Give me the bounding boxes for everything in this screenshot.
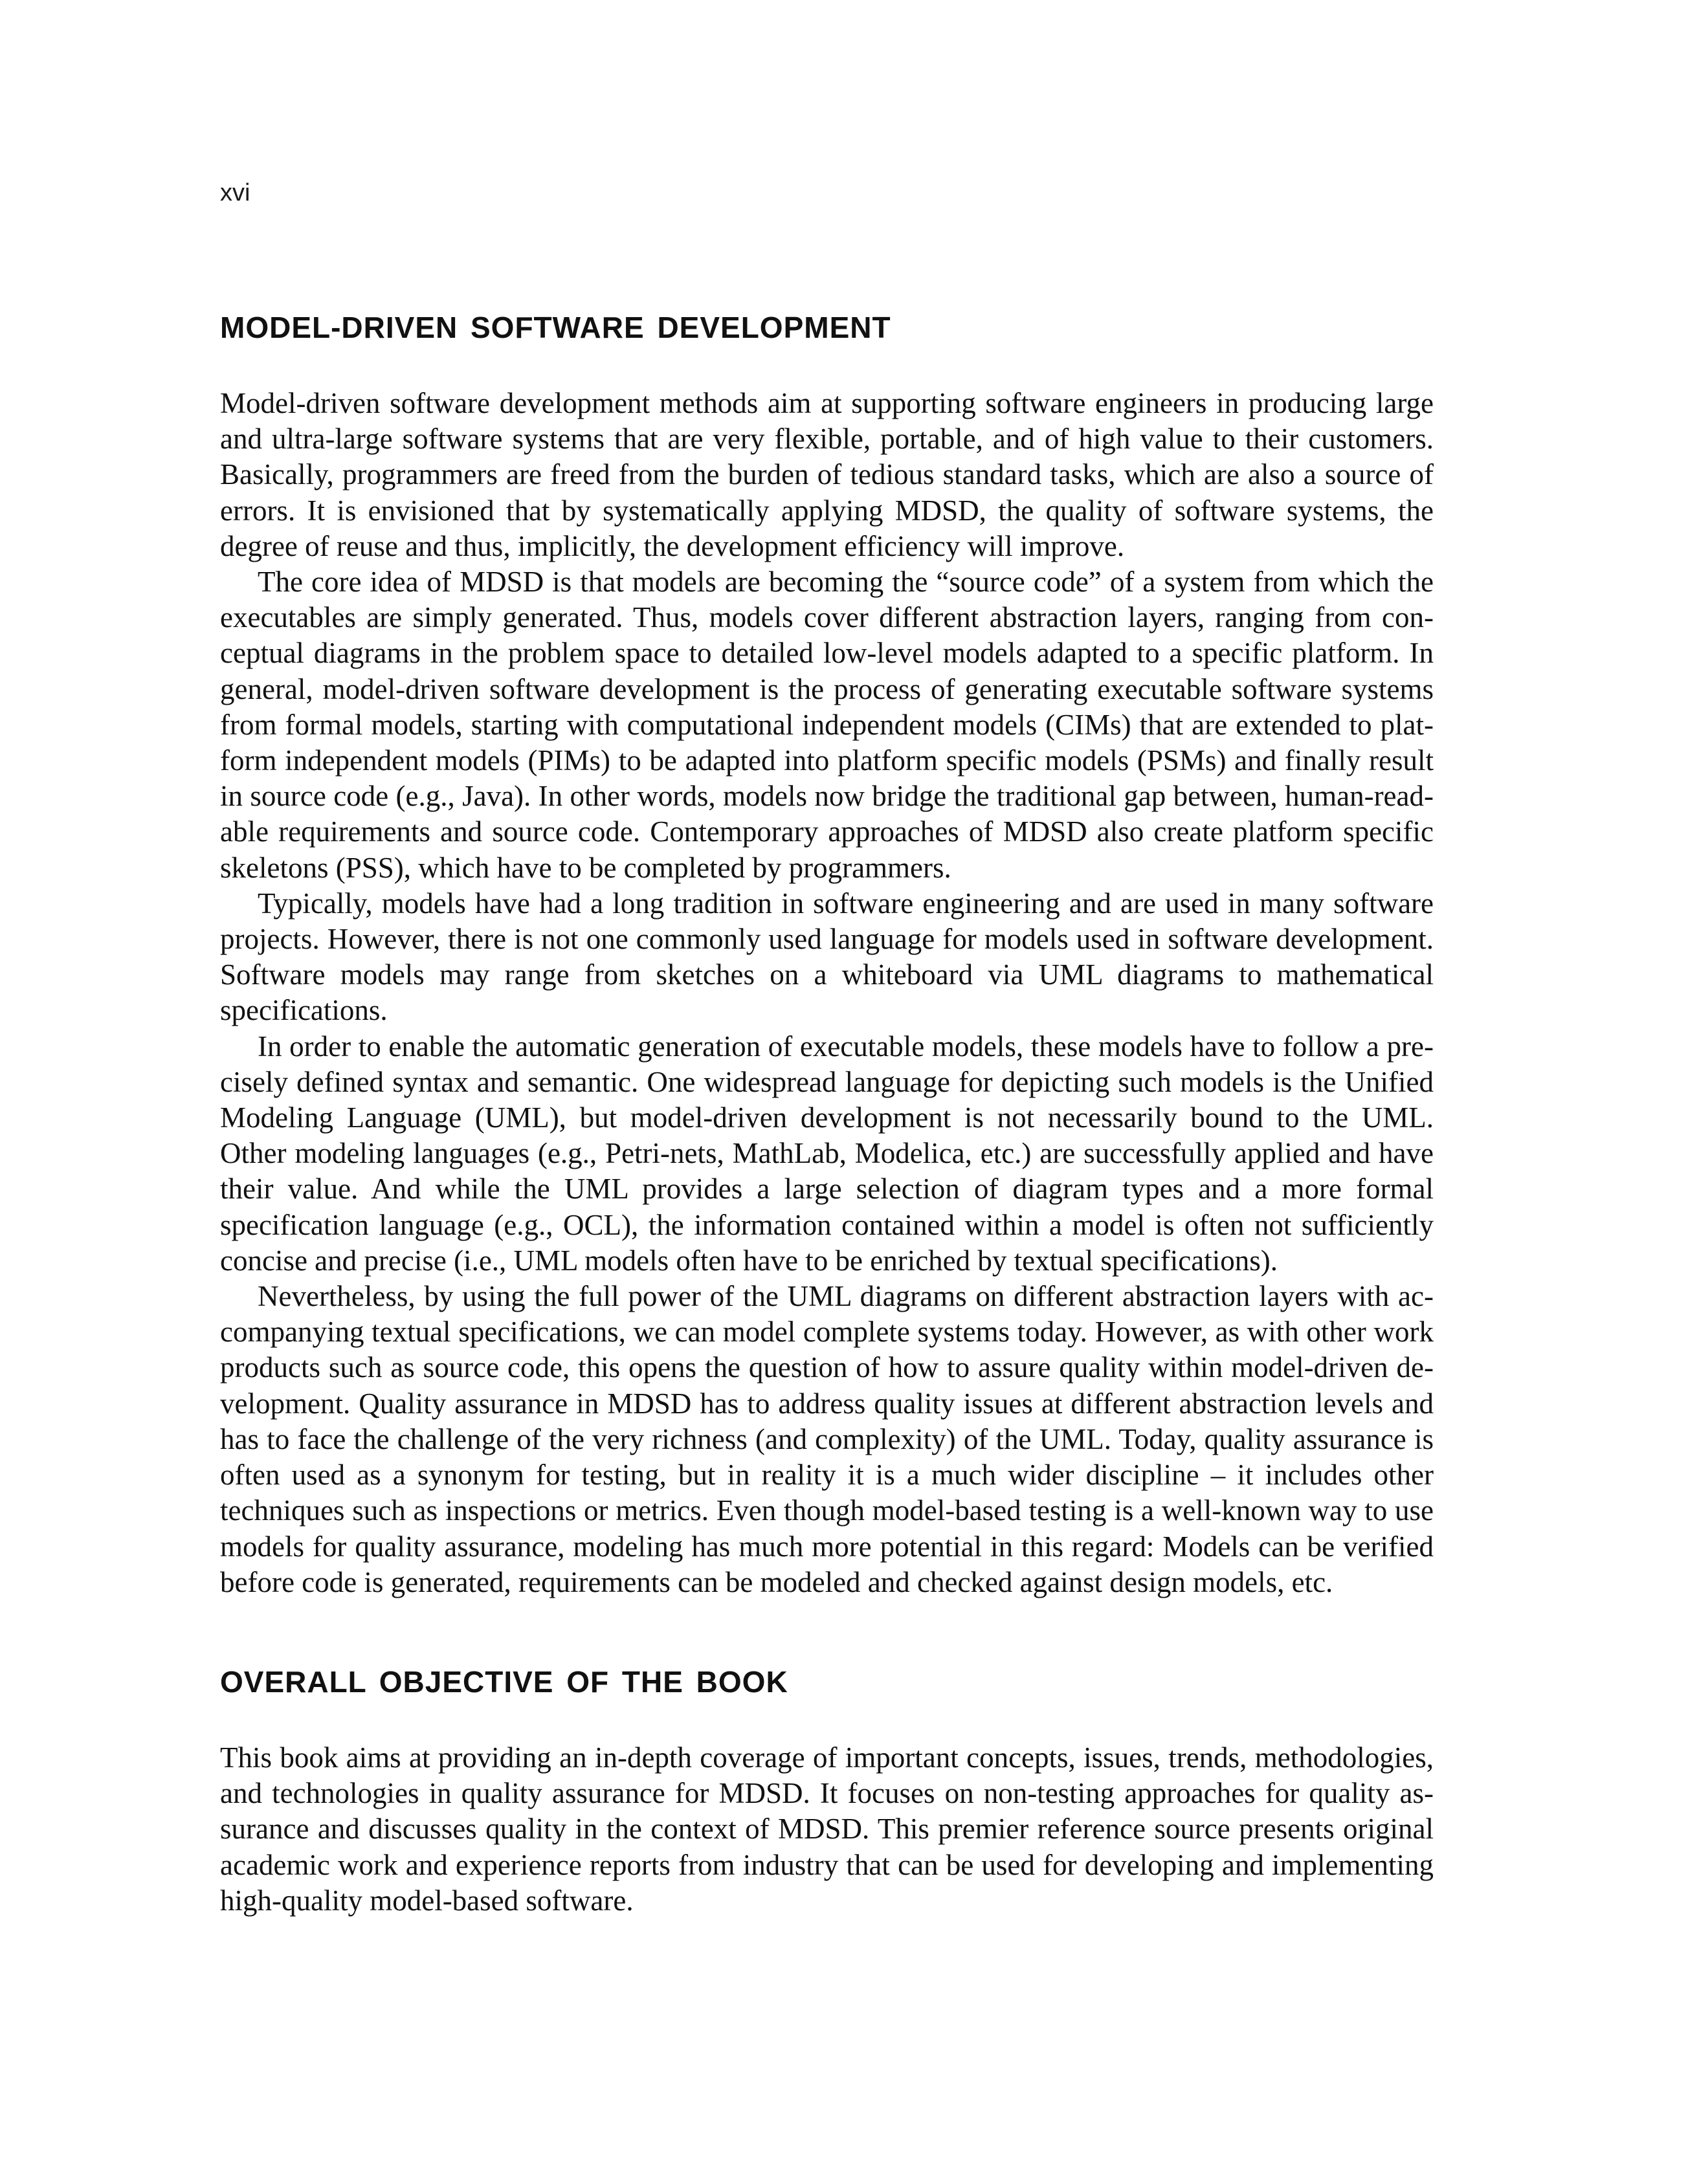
section-heading: MODEL-DRIVEN SOFTWARE DEVELOPMENT [220, 311, 891, 344]
paragraph: Model-driven software development methods aim at supporting software engineers in producing large and ultra-large software systems that are very flexible, portable, and of high value to their customers. Basically, programmers are freed from the burden of tedious standard tasks, which are also a source of errors. It is envisioned that by systematically applying MDSD, the quality of software systems, the degree of reuse and thus, implicitly, the development efficiency will improve. [220, 387, 1434, 562]
paragraph: This book aims at providing an in-depth coverage of important concepts, issues, trends, methodologies, and technologies in quality assurance for MDSD. It focuses on non-testing approaches for quality assurance and discusses quality in the context of MDSD. This premier reference source presents original academic work and experience reports from industry that can be used for developing and implementing high-quality model-based software. [220, 1741, 1434, 1917]
page-number: xvi [220, 179, 250, 206]
paragraph: The core idea of MDSD is that models are becoming the “source code” of a system from which the executables are simply generated. Thus, models cover different abstraction layers, ranging from conceptual diagrams in the problem space to detailed low-level models adapted to a specific platform. In general, model-driven software development is the process of generating executable software systems from formal models, starting with computational independent models (CIMs) that are extended to platform independent models (PIMs) to be adapted into platform specific models (PSMs) and finally result in source code (e.g., Java). In other words, models now bridge the traditional gap between, human-readable requirements and source code. Contemporary approaches of MDSD also create platform specific skeletons (PSS), which have to be completed by programmers. [220, 566, 1434, 884]
paragraph: Typically, models have had a long tradition in software engineering and are used in many software projects. However, there is not one commonly used language for models used in software development. Software models may range from sketches on a whiteboard via UML diagrams to mathematical specifications. [220, 887, 1434, 1027]
paragraph: In order to enable the automatic generation of executable models, these models have to follow a precisely defined syntax and semantic. One widespread language for depicting such models is the Unified Modeling Language (UML), but model-driven development is not necessarily bound to the UML. Other modeling languages (e.g., Petri-nets, MathLab, Modelica, etc.) are successfully applied and have their value. And while the UML provides a large selection of diagram types and a more formal specification language (e.g., OCL), the information contained within a model is often not sufficiently concise and precise (i.e., UML models often have to be enriched by textual specifications). [220, 1030, 1434, 1277]
section-model-driven-software-development [220, 309, 1434, 1600]
section-heading: OVERALL OBJECTIVE OF THE BOOK [220, 1664, 788, 1699]
page-content [220, 309, 1434, 1919]
paragraph: Nevertheless, by using the full power of the UML diagrams on different abstraction layers with accompanying textual specifications, we can model complete systems today. However, as with other work products such as source code, this opens the question of how to assure quality within model-driven development. Quality assurance in MDSD has to address quality issues at different abstraction levels and has to face the challenge of the very richness (and complexity) of the UML. Today, quality assurance is often used as a synonym for testing, but in reality it is a much wider discipline – it includes other techniques such as inspections or metrics. Even though model-based testing is a well-known way to use models for quality assurance, modeling has much more potential in this regard: Models can be verified before code is generated, requirements can be modeled and checked against design models, etc. [220, 1280, 1434, 1598]
section-overall-objective [220, 1664, 1434, 1919]
